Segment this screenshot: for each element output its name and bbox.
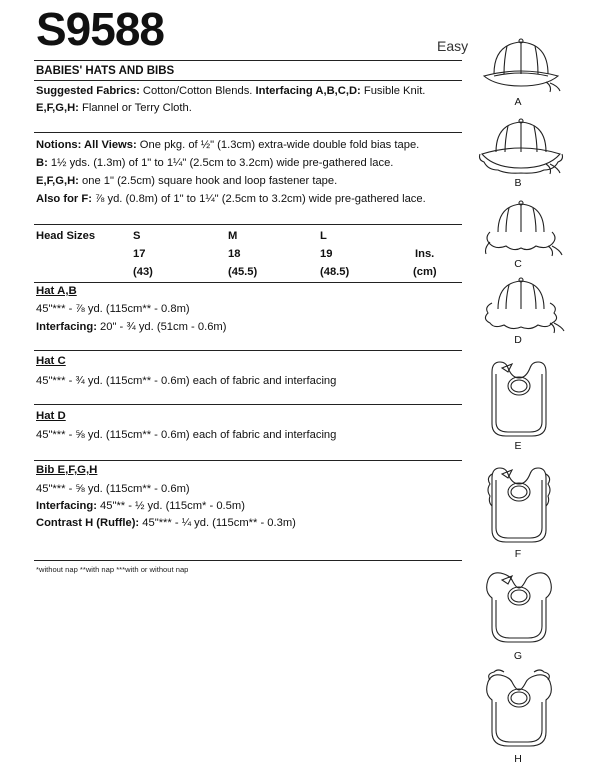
view-c-hat-drawing — [476, 198, 566, 258]
view-g-label: G — [513, 650, 523, 662]
fabrics-efgh-label: E,F,G,H: — [36, 102, 79, 114]
pattern-title: BABIES' HATS AND BIBS — [36, 65, 175, 77]
notions-f-label: Also for F: — [36, 193, 92, 205]
hat-ab-interfacing-value: 20" - ¾ yd. (51cm - 0.6m) — [96, 321, 227, 333]
size-l-cm: (48.5) — [320, 266, 350, 278]
view-a-label: A — [514, 96, 522, 108]
title-rule — [34, 80, 462, 81]
unit-cm: (cm) — [413, 266, 437, 278]
view-e-label: E — [514, 440, 522, 452]
notions-line-all — [36, 138, 419, 153]
size-m: M — [228, 230, 238, 242]
hat-c-heading: Hat C — [36, 355, 66, 367]
pattern-number: S9588 — [36, 3, 165, 55]
sizes-rule — [34, 282, 462, 283]
hat-d-heading: Hat D — [36, 410, 66, 422]
size-m-cm: (45.5) — [228, 266, 258, 278]
notions-f-value: ⅞ yd. (0.8m) of 1" to 1¼" (2.5cm to 3.2cm) wide pre-gathered lace. — [91, 193, 426, 205]
footnote: *without nap **with nap ***with or without nap — [36, 565, 189, 574]
unit-inches: Ins. — [415, 248, 435, 260]
notions-line-f — [36, 192, 426, 207]
size-s-inches: 17 — [133, 248, 146, 260]
hat-ab-interfacing-label: Interfacing: — [36, 321, 97, 333]
hat-c-fabric: 45"*** - ¾ yd. (115cm** - 0.6m) each of fabric and interfacing — [36, 375, 337, 387]
bib-contrast — [36, 516, 296, 531]
size-l-inches: 19 — [320, 248, 333, 260]
bib-interfacing — [36, 499, 245, 514]
notions-efgh-value: one 1" (2.5cm) square hook and loop fastener tape. — [78, 175, 338, 187]
fabrics-interfacing-value: Fusible Knit. — [360, 85, 426, 97]
view-c-label: C — [514, 258, 522, 270]
view-b-label: B — [514, 177, 522, 189]
header-rule — [34, 60, 462, 61]
hat-ab-fabric: 45"*** - ⅞ yd. (115cm** - 0.8m) — [36, 303, 190, 315]
size-s: S — [133, 230, 141, 242]
hat-ab-heading: Hat A,B — [36, 285, 77, 297]
hat-ab-rule — [34, 350, 462, 351]
view-a-hat-drawing — [476, 36, 566, 94]
view-h-bib-drawing — [482, 666, 556, 750]
notions-line-efgh — [36, 174, 337, 189]
hat-d-rule — [34, 460, 462, 461]
fabrics-suggested-value: Cotton/Cotton Blends. — [139, 85, 256, 97]
notions-all-value: One pkg. of ½" (1.3cm) extra-wide double fold bias tape. — [136, 139, 420, 151]
notions-b-label: B: — [36, 157, 48, 169]
size-s-cm: (43) — [133, 266, 153, 278]
view-e-bib-drawing — [486, 356, 552, 440]
notions-efgh-label: E,F,G,H: — [36, 175, 79, 187]
bib-fabric: 45"*** - ⅝ yd. (115cm** - 0.6m) — [36, 483, 190, 495]
bib-heading: Bib E,F,G,H — [36, 464, 98, 476]
view-f-label: F — [514, 548, 522, 560]
notions-all-label: Notions: All Views: — [36, 139, 137, 151]
hat-ab-interfacing — [36, 320, 226, 335]
notions-b-value: 1½ yds. (1.3m) of 1" to 1¼" (2.5cm to 3.2cm) wide pre-gathered lace. — [47, 157, 394, 169]
bib-interfacing-value: 45"** - ½ yd. (115cm* - 0.5m) — [96, 500, 245, 512]
fabrics-interfacing-label: Interfacing A,B,C,D: — [255, 85, 361, 97]
view-f-bib-drawing — [484, 462, 554, 546]
size-l: L — [320, 230, 327, 242]
view-d-hat-drawing — [476, 275, 566, 335]
bib-contrast-label: Contrast H (Ruffle): — [36, 517, 140, 529]
fabrics-suggested-label: Suggested Fabrics: — [36, 85, 140, 97]
bib-contrast-value: 45"*** - ¼ yd. (115cm** - 0.3m) — [139, 517, 296, 529]
view-g-bib-drawing — [482, 566, 556, 646]
hat-d-fabric: 45"*** - ⅝ yd. (115cm** - 0.6m) each of fabric and interfacing — [36, 429, 337, 441]
bib-rule — [34, 560, 462, 561]
view-d-label: D — [514, 334, 522, 346]
bib-interfacing-label: Interfacing: — [36, 500, 97, 512]
view-h-label: H — [514, 753, 522, 765]
fabrics-rule — [34, 132, 462, 133]
hat-c-rule — [34, 404, 462, 405]
difficulty-label: Easy — [437, 38, 469, 54]
notions-rule — [34, 224, 462, 225]
notions-line-b — [36, 156, 393, 171]
fabrics-efgh-value: Flannel or Terry Cloth. — [78, 102, 192, 114]
head-sizes-label: Head Sizes — [36, 230, 96, 242]
view-b-hat-drawing — [476, 116, 566, 176]
fabrics-line-1 — [36, 84, 425, 99]
size-m-inches: 18 — [228, 248, 241, 260]
fabrics-line-2 — [36, 101, 192, 116]
